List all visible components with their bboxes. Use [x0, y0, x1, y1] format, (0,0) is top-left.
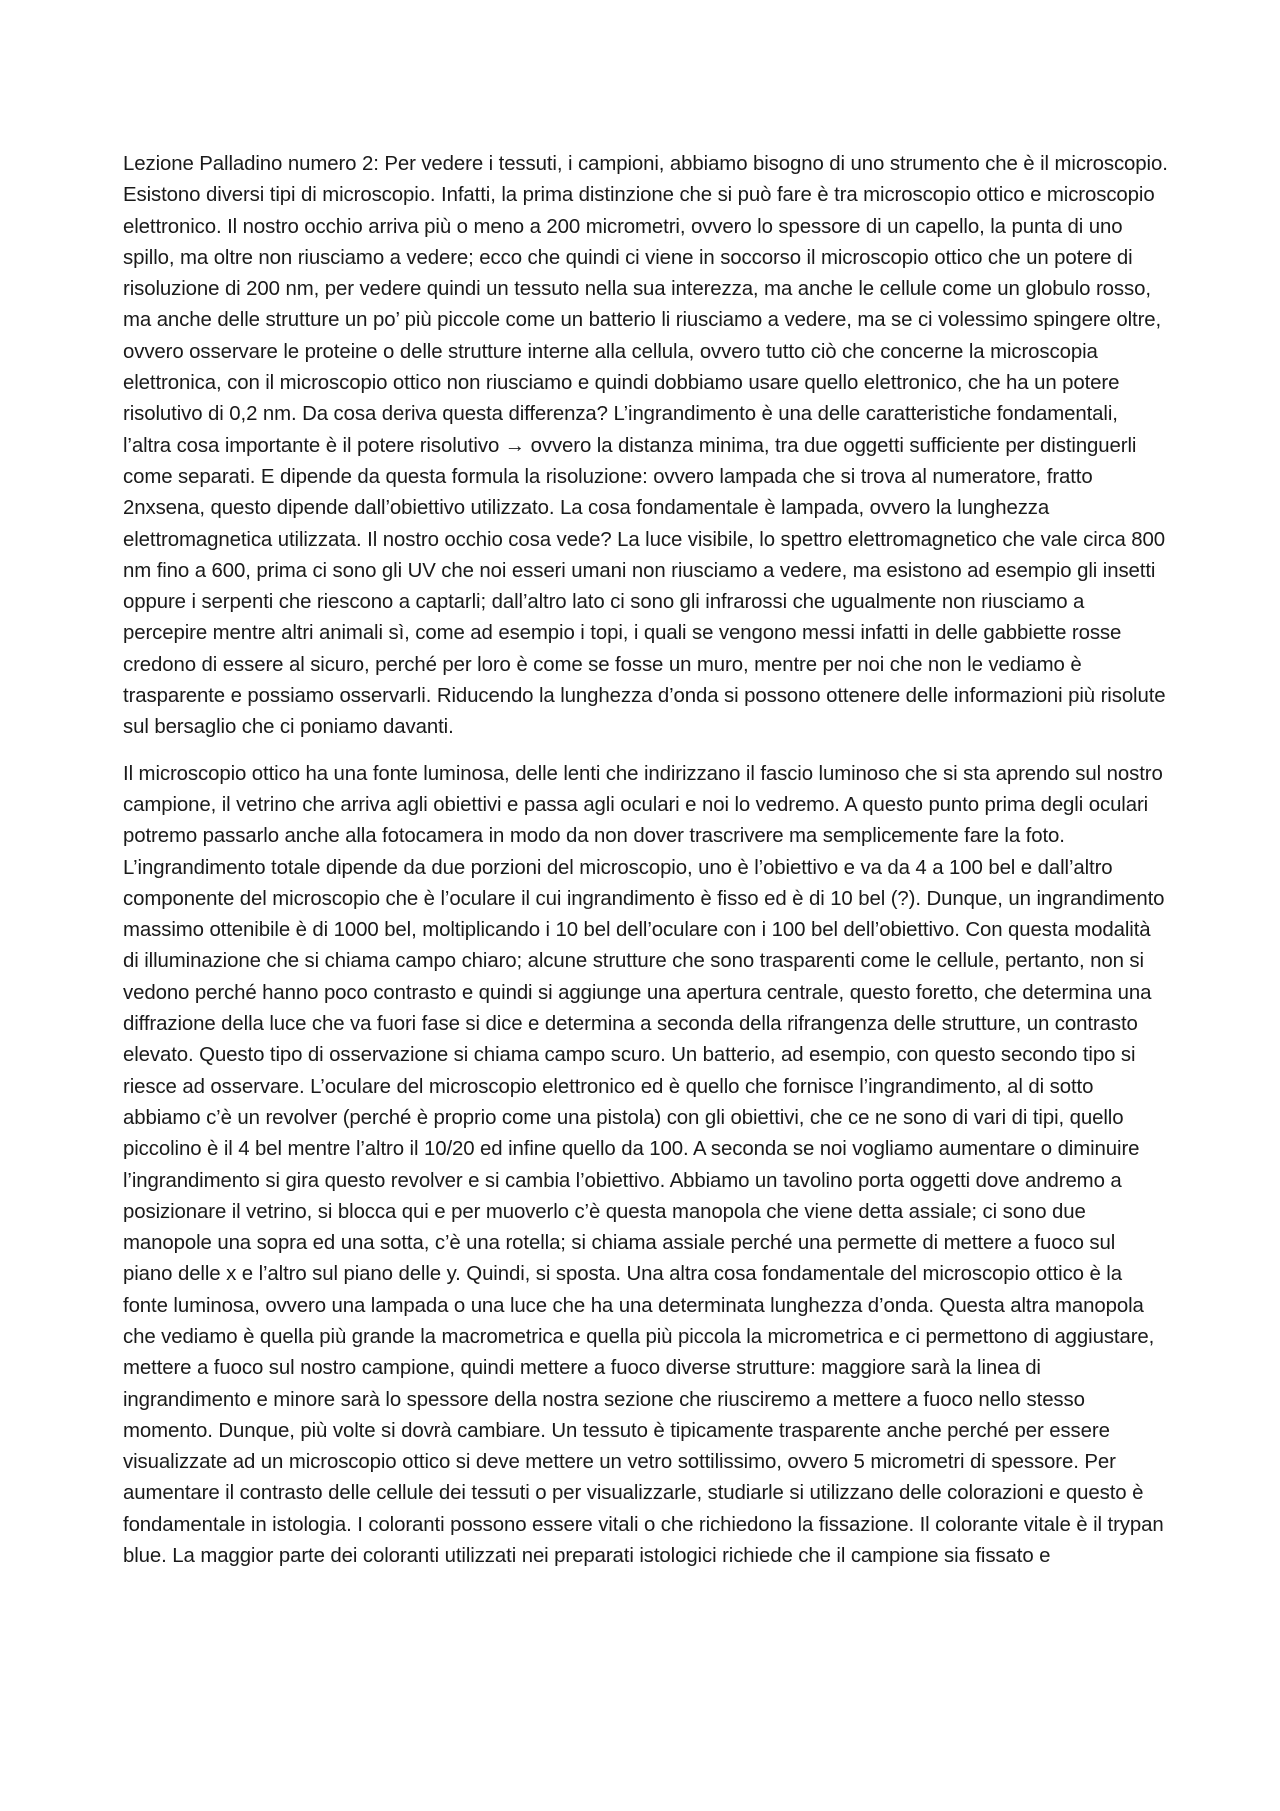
- paragraph-microscopio-ottico: Il microscopio ottico ha una fonte luminosa, delle lenti che indirizzano il fascio luminoso che si sta aprendo sul nostro campione, il vetrino che arriva agli obiettivi e passa agli oculari e noi lo vedremo. A questo punto prima degli oculari potremo passarlo anche alla fotocamera in modo da non dover trascrivere ma semplicemente fare la foto. L’ingrandimento totale dipende da due porzioni del microscopio, uno è l’obiettivo e va da 4 a 100 bel e dall’altro componente del microscopio che è l’oculare il cui ingrandimento è fisso ed è di 10 bel (?). Dunque, un ingrandimento massimo ottenibile è di 1000 bel, moltiplicando i 10 bel dell’oculare con i 100 bel dell’obiettivo. Con questa modalità di illuminazione che si chiama campo chiaro; alcune strutture che sono trasparenti come le cellule, pertanto, non si vedono perché hanno poco contrasto e quindi si aggiunge una apertura centrale, questo foretto, che determina una diffrazione della luce che va fuori fase si dice e determina a seconda della rifrangenza delle strutture, un contrasto elevato. Questo tipo di osservazione si chiama campo scuro. Un batterio, ad esempio, con questo secondo tipo si riesce ad osservare. L’oculare del microscopio elettronico ed è quello che fornisce l’ingrandimento, al di sotto abbiamo c’è un revolver (perché è proprio come una pistola) con gli obiettivi, che ce ne sono di vari di tipi, quello piccolino è il 4 bel mentre l’altro il 10/20 ed infine quello da 100. A seconda se noi vogliamo aumentare o diminuire l’ingrandimento si gira questo revolver e si cambia l’obiettivo. Abbiamo un tavolino porta oggetti dove andremo a posizionare il vetrino, si blocca qui e per muoverlo c’è questa manopola che viene detta assiale; ci sono due manopole una sopra ed una sotta, c’è una rotella; si chiama assiale perché una permette di mettere a fuoco sul piano delle x e l’altro sul piano delle y. Quindi, si sposta. Una altra cosa fondamentale del microscopio ottico è la fonte luminosa, ovvero una lampada o una luce che ha una determinata lunghezza d’onda. Questa altra manopola che vediamo è quella più grande la macrometrica e quella più piccola la micrometrica e ci permettono di aggiustare, mettere a fuoco sul nostro campione, quindi mettere a fuoco diverse strutture: maggiore sarà la linea di ingrandimento e minore sarà lo spessore della nostra sezione che riusciremo a mettere a fuoco nello stesso momento. Dunque, più volte si dovrà cambiare. Un tessuto è tipicamente trasparente anche perché per essere visualizzate ad un microscopio ottico si deve mettere un vetro sottilissimo, ovvero 5 micrometri di spessore. Per aumentare il contrasto delle cellule dei tessuti o per visualizzarle, studiarle si utilizzano delle colorazioni e questo è fondamentale in istologia. I coloranti possono essere vitali o che richiedono la fissazione. Il colorante vitale è il trypan blue. La maggior parte dei coloranti utilizzati nei preparati istologici richiede che il campione sia fissato e: [123, 762, 1165, 1568]
- paragraph-lezione-intro: Lezione Palladino numero 2: Per vedere i tessuti, i campioni, abbiamo bisogno di uno strumento che è il microscopio. Esistono diversi tipi di microscopio. Infatti, la prima distinzione che si può fare è tra microscopio ottico e microscopio elettronico. Il nostro occhio arriva più o meno a 200 micrometri, ovvero lo spessore di un capello, la punta di uno spillo, ma oltre non riusciamo a vedere; ecco che quindi ci viene in soccorso il microscopio ottico che un potere di risoluzione di 200 nm, per vedere quindi un tessuto nella sua interezza, ma anche le cellule come un globulo rosso, ma anche delle strutture un po’ più piccole come un batterio li riusciamo a vedere, ma se ci volessimo spingere oltre, ovvero osservare le proteine o delle strutture interne alla cellula, ovvero tutto ciò che concerne la microscopia elettronica, con il microscopio ottico non riusciamo e quindi dobbiamo usare quello elettronico, che ha un potere risolutivo di 0,2 nm. Da cosa deriva questa differenza? L’ingrandimento è una delle caratteristiche fondamentali, l’altra cosa importante è il potere risolutivo → ovvero la distanza minima, tra due oggetti sufficiente per distinguerli come separati. E dipende da questa formula la risoluzione: ovvero lampada che si trova al numeratore, fratto 2nxsena, questo dipende dall’obiettivo utilizzato. La cosa fondamentale è lampada, ovvero la lunghezza elettromagnetica utilizzata. Il nostro occhio cosa vede? La luce visibile, lo spettro elettromagnetico che vale circa 800 nm fino a 600, prima ci sono gli UV che noi esseri umani non riusciamo a vedere, ma esistono ad esempio gli insetti oppure i serpenti che riescono a captarli; dall’altro lato ci sono gli infrarossi che ugualmente non riusciamo a percepire mentre altri animali sì, come ad esempio i topi, i quali se vengono messi infatti in delle gabbiette rosse credono di essere al sicuro, perché per loro è come se fosse un muro, mentre per noi che non le vediamo è trasparente e possiamo osservarli. Riducendo la lunghezza d’onda si possono ottenere delle informazioni più risolute sul bersaglio che ci poniamo davanti.: [123, 153, 1168, 739]
- document-body: [123, 149, 1169, 1587]
